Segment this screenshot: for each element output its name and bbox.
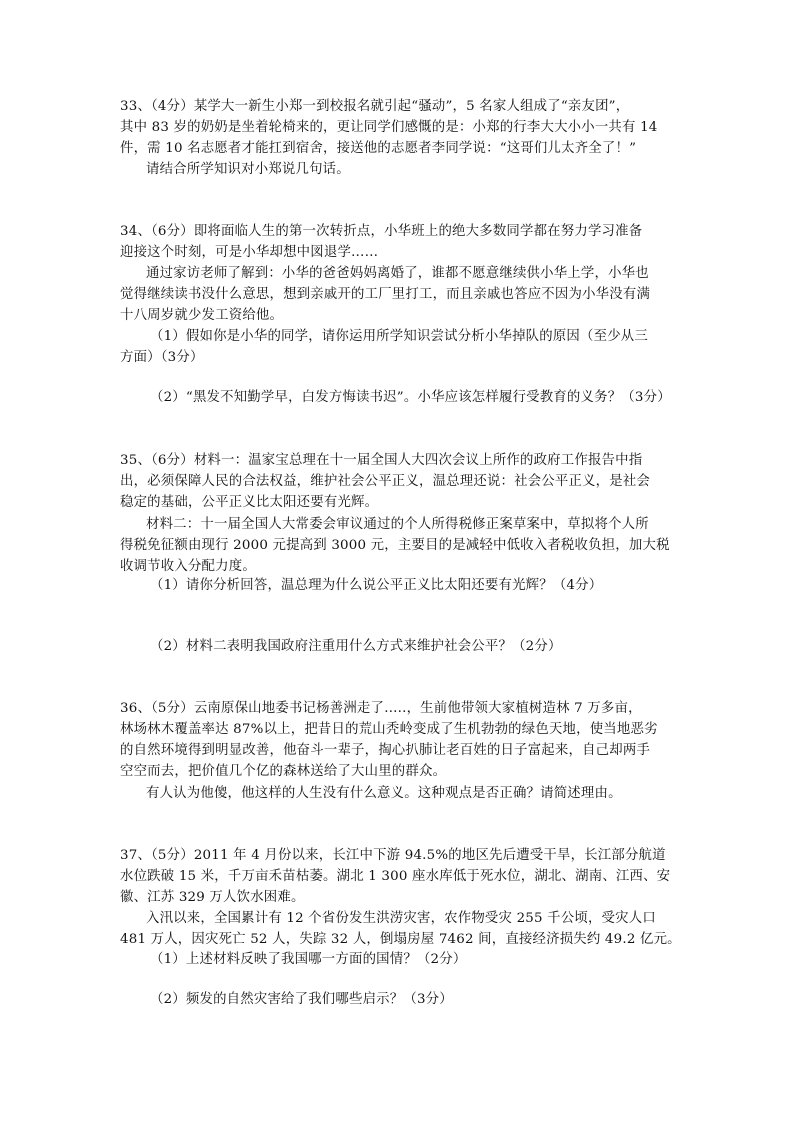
question-37-line-4: 入汛以来，全国累计有 12 个省份发生洪涝灾害，农作物受灾 255 千公顷，受灾人口 [146,911,656,926]
question-34-line-1: 34、（6分）即将面临人生的第一次转折点，小华班上的绝大多数同学都在努力学习准备 [120,224,643,239]
question-35-line-1: 35、（6分）材料一：温家宝总理在十一届全国人大四次会议上所作的政府工作报告中指 [120,453,643,468]
question-34-subq-1-cont: 方面）（3分） [120,350,204,365]
question-33-line-1: 33、（4分）某学大一新生小郑一到校报名就引起“骚动”，5 名家人组成了“亲友团”， [120,99,630,114]
question-33-line-3: 件，需 10 名志愿者才能扛到宿舍，接送他的志愿者李同学说：“这哥们儿太齐全了！” [120,141,637,156]
question-36-prompt: 有人认为他傻，他这样的人生没有什么意义。这种观点是否正确？请简述理由。 [146,786,622,801]
question-34-line-3: 通过家访老师了解到：小华的爸爸妈妈离婚了，谁都不愿意继续供小华上学，小华也 [146,266,649,281]
question-36-line-2: 林场林木覆盖率达 87%以上，把昔日的荒山秃岭变成了生机勃勃的绿色天地，使当地恶劣 [120,722,658,737]
question-37-line-5: 481 万人，因灾死亡 52 人，失踪 32 人，倒塌房屋 7462 间，直接经济损失约 49.2 亿元。 [120,932,681,947]
question-35-subq-2: （2）材料二表明我国政府注重用什么方式来维护社会公平？（2分） [150,639,562,654]
question-35-line-6: 收调节收入分配力度。 [120,559,256,574]
question-34-subq-1: （1）假如你是小华的同学，请你运用所学知识尝试分析小华掉队的原因（至少从三 [150,329,648,344]
question-35-line-5: 得税免征额由现行 2000 元提高到 3000 元，主要目的是减轻中低收入者税收负担，加大税 [120,538,670,553]
question-34-line-2: 迎接这个时刻，可是小华却想中図退学…… [120,245,379,260]
question-33-line-2: 其中 83 岁的奶奶是坐着轮椅来的，更让同学们感慨的是：小郑的行李大大小小一共有 14 [120,120,658,135]
question-37-subq-1: （1）上述材料反映了我国哪一方面的国情？（2分） [150,952,467,967]
question-34-line-4: 觉得继续读书没什么意思，想到亲戚开的工厂里打工，而且亲戚也答应不因为小华没有满 [120,287,651,302]
question-34-line-5: 十八周岁就少发工资给他。 [120,308,284,323]
question-35-line-4: 材料二：十一届全国人大常委会审议通过的个人所得税修正案草案中，草拟将个人所 [146,517,649,532]
question-37-line-1: 37、（5分）2011 年 4 月份以来，长江中下游 94.5%的地区先后遭受干旱，长江部分航道 [120,848,666,863]
question-34-subq-2: （2）“黑发不知勤学早，白发方悔读书迟”。小华应该怎样履行受教育的义务？（3分） [150,390,671,405]
question-37-line-3: 徽、江苏 329 万人饮水困难。 [120,890,305,905]
question-33-prompt: 请结合所学知识对小郑说几句话。 [146,162,350,177]
question-36-line-3: 的自然环境得到明显改善，他奋斗一辈子，掏心扒肺让老百姓的日子富起来，自己却两手 [120,743,651,758]
question-35-line-2: 出，必须保障人民的合法权益，维护社会公平正义，温总理还说：社会公平正义，是社会 [120,474,651,489]
question-35-line-3: 稳定的基础，公平正义比太阳还要有光辉。 [120,495,379,510]
question-36-line-4: 空空而去，把价值几个亿的森林送给了大山里的群众。 [120,764,447,779]
question-35-subq-1: （1）请你分析回答，温总理为什么说公平正义比太阳还要有光辉？（4分） [150,578,603,593]
question-37-subq-2: （2）频发的自然灾害给了我们哪些启示？（3分） [150,992,453,1007]
question-36-line-1: 36、（5分）云南原保山地委书记杨善洲走了…..，生前他带领大家植树造林 7 万多亩， [120,701,642,716]
question-37-line-2: 水位跌破 15 米，千万亩禾苗枯萎。湖北 1 300 座水库低于死水位，湖北、湖南、江西、安 [120,869,671,884]
